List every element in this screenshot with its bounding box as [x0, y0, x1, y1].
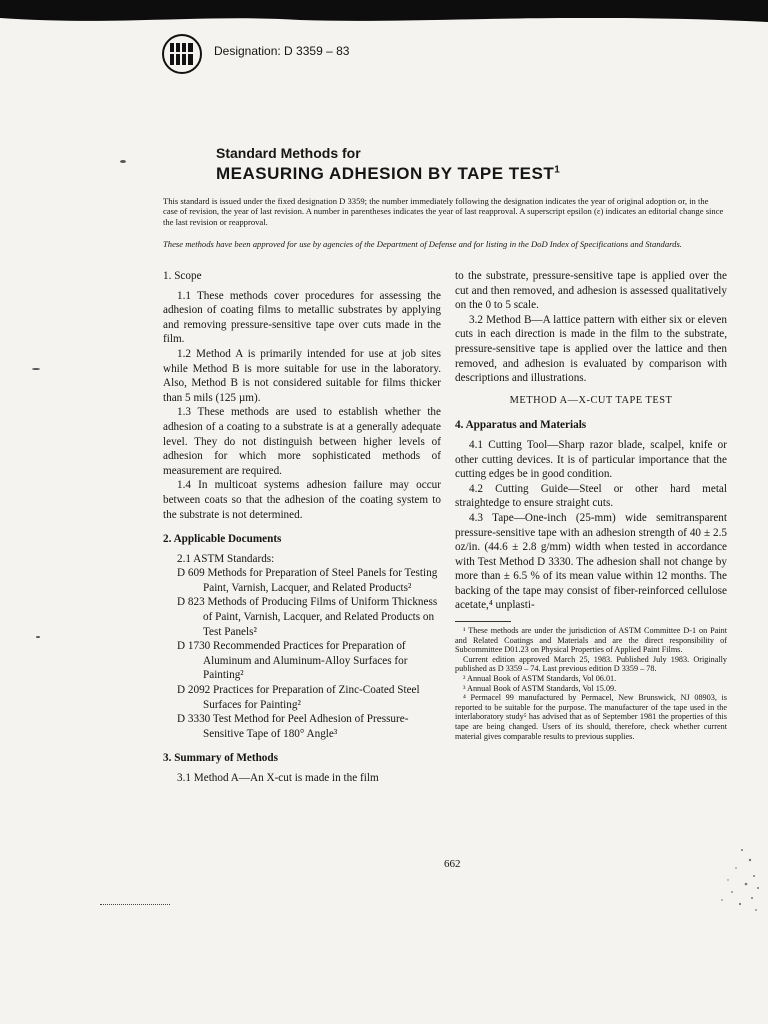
title-line1: Standard Methods for — [216, 145, 361, 161]
docs-heading: 2. Applicable Documents — [163, 533, 282, 546]
footnote-2: ² Annual Book of ASTM Standards, Vol 06.01. — [463, 674, 617, 684]
footnote-1-edition: Current edition approved March 25, 1983. Published July 1983. Originally published as D 3359 – 74. Last previous edition D 3359 – 78. — [455, 654, 727, 674]
page-number: 662 — [444, 858, 461, 870]
method-a-heading: METHOD A—X-CUT TAPE TEST — [509, 394, 673, 406]
footnote-rule — [455, 621, 511, 622]
para-2-1: 2.1 ASTM Standards: — [177, 552, 275, 565]
para-1-4: 1.4 In multicoat systems adhesion failure may occur between coats so that the adhesion of the coating system to the substrate is not determined. — [163, 479, 441, 521]
para-1-1: 1.1 These methods cover procedures for assessing the adhesion of coating films to metallic substrates by applying and removing pressure-sensitive tape over cuts made in the film. — [163, 289, 441, 346]
scope-heading: 1. Scope — [163, 270, 202, 282]
left-column — [163, 269, 441, 786]
ref-d2092: D 2092 Practices for Preparation of Zinc-Coated Steel Surfaces for Painting² — [177, 684, 420, 711]
para-1-3: 1.3 These methods are used to establish whether the adhesion of a coating to a substrate is at a generally adequate level. They do not distinguish between higher levels of adhesion for which more sophisticated methods of measurement are required. — [163, 406, 441, 477]
title-line2: MEASURING ADHESION BY TAPE TEST$^1$ — [216, 164, 561, 183]
ref-d609: D 609 Methods for Preparation of Steel Panels for Testing Paint, Varnish, Lacquer, and Related Products² — [177, 567, 438, 594]
para-4-2: 4.2 Cutting Guide—Steel or other hard metal straightedge to ensure straight cuts. — [455, 482, 727, 510]
para-3-2: 3.2 Method B—A lattice pattern with either six or eleven cuts in each direction is made in the film to the substrate, pressure-sensitive tape is applied over the lattice and then removed, and adhesion is evaluated by comparison with descriptions and illustrations. — [455, 313, 727, 385]
designation: Designation: D 3359 – 83 — [214, 44, 350, 58]
para-4-1: 4.1 Cutting Tool—Sharp razor blade, scalpel, knife or other cutting devices. It is of particular importance that the cutting edges be in good condition. — [455, 438, 727, 481]
footnote-3: ³ Annual Book of ASTM Standards, Vol 15.09. — [463, 683, 617, 693]
astm-logo-icon — [160, 32, 204, 76]
para-1-2: 1.2 Method A is primarily intended for use at job sites while Method B is more suitable for use in the laboratory. Also, Method B is not considered suitable for films thicker than 5 mils (125 µm). — [163, 347, 441, 404]
summary-heading: 3. Summary of Methods — [163, 752, 278, 765]
scan-noise — [692, 840, 762, 920]
preface-note: This standard is issued under the fixed designation D 3359; the number immediately following the designation indicates the year of original adoption or, in the case of revision, the year of last revision. A number in parentheses indicates the year of last reapproval. A superscript epsilon (ε) indicates an editorial change since the last revision or reapproval. — [163, 196, 724, 227]
approval-note: These methods have been approved for use by agencies of the Department of Defense and for listing in the DoD Index of Specifications and Standards. — [163, 239, 682, 249]
ref-d1730: D 1730 Recommended Practices for Preparation of Aluminum and Aluminum-Alloy Surfaces for Painting² — [177, 640, 408, 682]
para-3-1-continued: to the substrate, pressure-sensitive tape is applied over the cut and then removed, and adhesion is assessed qualitatively on the 0 to 5 scale. — [455, 270, 727, 312]
ref-d823: D 823 Methods of Producing Films of Uniform Thickness of Paint, Varnish, Lacquer, and Related Products on Test Panels² — [177, 596, 438, 638]
apparatus-heading: 4. Apparatus and Materials — [455, 419, 587, 432]
para-4-3: 4.3 Tape—One-inch (25-mm) wide semitransparent pressure-sensitive tape with an adhesion strength of 40 ± 2.5 oz/in. (44.6 ± 2.8 g/mm) width when tested in accordance with Test Method D 3330. The adhesion shall not change by more than ± 6.5 % of its mean value within 12 months. The backing of the tape may consist of fiber-reinforced cellulose acetate,⁴ unplasti- — [455, 511, 727, 612]
scan-speck — [120, 160, 126, 163]
para-3-1: 3.1 Method A—An X-cut is made in the film — [177, 772, 379, 784]
scan-speck — [36, 636, 40, 638]
right-column — [455, 269, 727, 741]
footnote-1: ¹ These methods are under the jurisdiction of ASTM Committee D-1 on Paint and Related Coatings and Materials and are the direct responsibility of Subcommittee D01.23 on Physical Properties of Applied Paint Films. — [455, 626, 727, 655]
scan-speck — [32, 368, 40, 370]
scan-mark — [100, 904, 170, 905]
ref-d3330: D 3330 Test Method for Peel Adhesion of Pressure-Sensitive Tape of 180° Angle³ — [177, 713, 409, 740]
footnote-4: ⁴ Permacel 99 manufactured by Permacel, New Brunswick, NJ 08903, is reported to be suitable for the purpose. The manufacturer of the tape used in the interlaboratory study⁵ has advised that as of September 1981 the properties of this tape are being changed. Users of its should, therefore, check whether current material gives comparable results to previous supplies. — [455, 693, 727, 741]
scan-edge-shadow — [0, 0, 768, 30]
